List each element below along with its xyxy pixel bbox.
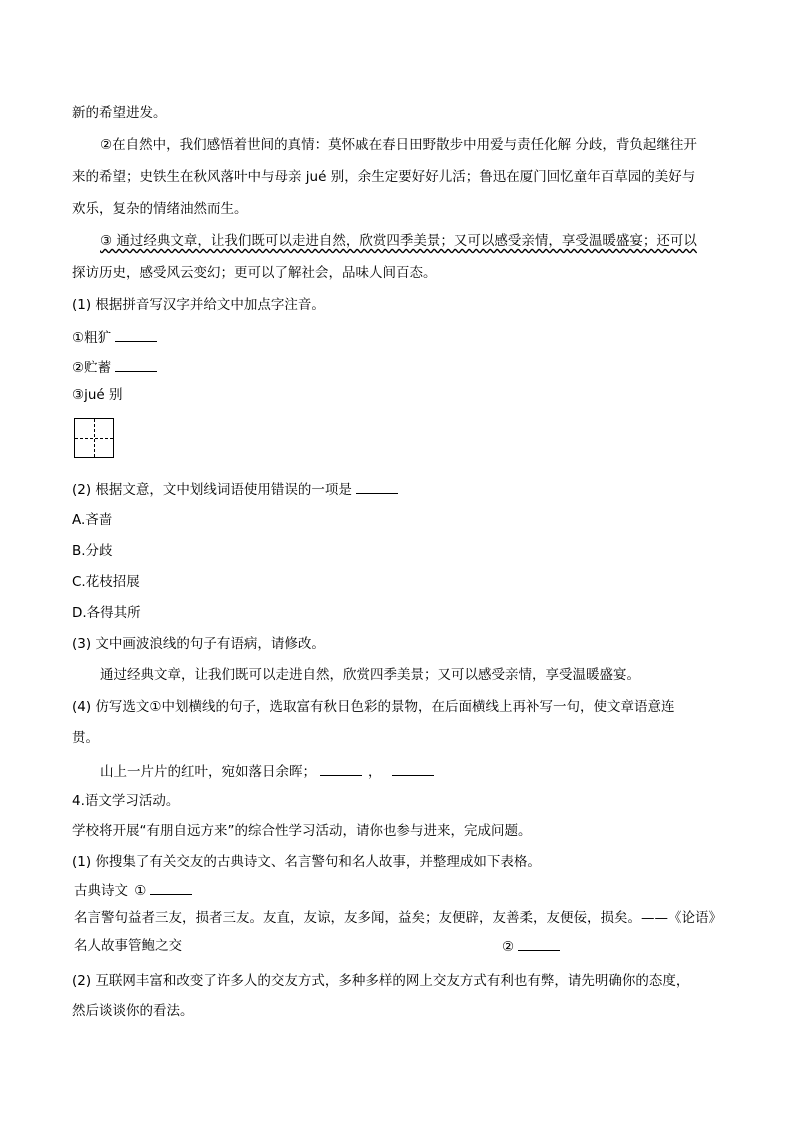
text-line: 欢乐，复杂的情绪油然而生。 [72, 201, 248, 217]
grid-line [94, 419, 95, 457]
separator: ， [368, 764, 382, 780]
text-line: 新的希望进发。 [72, 105, 167, 121]
writing-grid-box[interactable] [74, 418, 114, 458]
item-3: ③jué 别 [72, 387, 123, 403]
text-line: 来的希望；史铁生在秋风落叶中与母亲 jué 别，余生定要好好儿活；鲁迅在厦门回忆童年百草园的美好与 [72, 169, 696, 185]
table-row [74, 936, 515, 956]
option-c: C.花枝招展 [72, 574, 140, 590]
answer-blank[interactable] [356, 479, 398, 494]
item-label: ②贮蓄 [72, 360, 112, 376]
row-label: 名言警句 [74, 910, 128, 926]
sentence-to-fix: 通过经典文章，让我们既可以走进自然，欣赏四季美景；又可以感受亲情，享受温暖盛宴。 [100, 667, 640, 683]
text-line: ②在自然中，我们感悟着世间的真情：莫怀戚在春日田野散步中用爱与责任化解 分歧，背负起继往开 [100, 137, 697, 153]
imitation-text: 山上一片片的红叶，宛如落日余晖； [100, 764, 316, 780]
table-row [74, 880, 192, 901]
answer-marker: ② [502, 939, 515, 955]
answer-blank[interactable] [518, 936, 560, 951]
answer-blank[interactable] [320, 761, 362, 776]
answer-blank[interactable] [392, 761, 434, 776]
item-label: ①粗犷 [72, 330, 112, 346]
row-label: 古典诗文 [74, 883, 128, 899]
table-row [74, 908, 722, 928]
wavy-sentence: ③ 通过经典文章，让我们既可以走进自然，欣赏四季美景；又可以感受亲情，享受温暖盛宴；还可以 [100, 233, 697, 249]
imitation-line [100, 761, 434, 782]
question-text: (2) 根据文意，文中划线词语使用错误的一项是 [72, 482, 352, 498]
question-2 [72, 479, 398, 500]
row-label: 名人故事 [74, 938, 128, 954]
answer-blank[interactable] [115, 327, 157, 342]
item-2 [72, 357, 157, 378]
text-line: 探访历史，感受风云变幻；更可以了解社会，品味人间百态。 [72, 265, 437, 281]
row-content: ① [134, 883, 147, 899]
section-heading: 4.语文学习活动。 [72, 793, 180, 809]
question-1b: (1) 你搜集了有关交友的古典诗文、名言警句和名人故事，并整理成如下表格。 [72, 854, 541, 870]
question-1: (1) 根据拼音写汉字并给文中加点字注音。 [72, 297, 325, 313]
option-a: A.吝啬 [72, 512, 113, 528]
answer-blank[interactable] [150, 880, 192, 895]
row-content: 益者三友，损者三友。友直，友谅，友多闻，益矣；友便辟，友善柔，友便佞，损矣。——《论语》 [128, 910, 722, 926]
row-answer [502, 936, 560, 957]
question-2b: (2) 互联网丰富和改变了许多人的交友方式，多种多样的网上交友方式有利也有弊，请先明确你的态度， [72, 973, 690, 989]
row-content: 管鲍之交 [128, 938, 182, 954]
text-line: 学校将开展“有朋自远方来”的综合性学习活动，请你也参与进来，完成问题。 [72, 823, 532, 839]
text-line: 贯。 [72, 730, 99, 746]
option-b: B.分歧 [72, 543, 113, 559]
item-1 [72, 327, 157, 348]
question-3: (3) 文中画波浪线的句子有语病，请修改。 [72, 636, 325, 652]
question-4: (4) 仿写选文①中划横线的句子，选取富有秋日色彩的景物，在后面横线上再补写一句，使文章语意连 [72, 699, 675, 715]
text-line: 然后谈谈你的看法。 [72, 1003, 194, 1019]
option-d: D.各得其所 [72, 605, 141, 621]
answer-blank[interactable] [115, 357, 157, 372]
